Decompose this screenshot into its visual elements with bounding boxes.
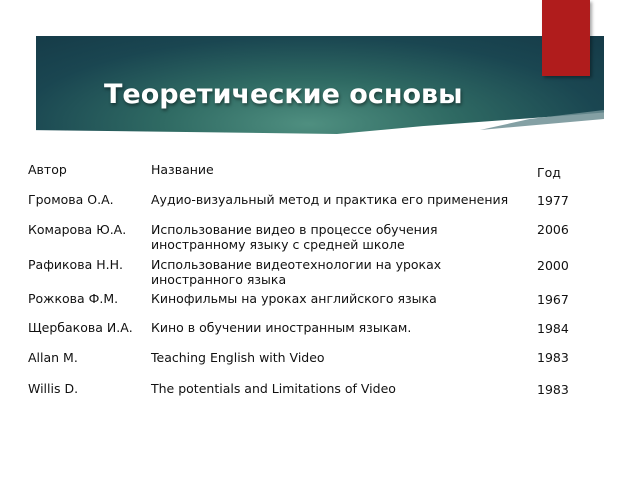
- row-year: 1977: [537, 193, 569, 208]
- header-author: Автор: [28, 162, 67, 177]
- row-title: Использование видеотехнологии на уроках иностранного языка: [151, 257, 442, 287]
- row-title: Teaching English with Video: [151, 350, 325, 365]
- row-author: Willis D.: [28, 381, 79, 396]
- row-title: Аудио-визуальный метод и практика его применения: [151, 192, 509, 207]
- red-accent-tab: [542, 0, 590, 76]
- row-author: Комарова Ю.А.: [28, 222, 127, 237]
- row-title: Использование видео в процессе обучения иностранному языку с средней школе: [151, 222, 438, 252]
- header-title: Название: [151, 162, 214, 177]
- row-title: Кино в обучении иностранным языкам.: [151, 320, 412, 335]
- row-author: Громова О.А.: [28, 192, 114, 207]
- row-title: Кинофильмы на уроках английского языка: [151, 291, 437, 306]
- row-author: Рожкова Ф.М.: [28, 291, 119, 306]
- row-author: Щербакова И.А.: [28, 320, 133, 335]
- row-year: 1983: [537, 350, 569, 365]
- row-year: 1984: [537, 321, 569, 336]
- row-year: 2000: [537, 258, 569, 273]
- row-author: Рафикова Н.Н.: [28, 257, 123, 272]
- row-author: Allan M.: [28, 350, 78, 365]
- slide-title: Теоретические основы: [104, 79, 463, 110]
- header-year: Год: [537, 165, 561, 180]
- row-year: 1967: [537, 292, 569, 307]
- row-year: 2006: [537, 222, 569, 237]
- row-title: The potentials and Limitations of Video: [151, 381, 396, 396]
- row-year: 1983: [537, 382, 569, 397]
